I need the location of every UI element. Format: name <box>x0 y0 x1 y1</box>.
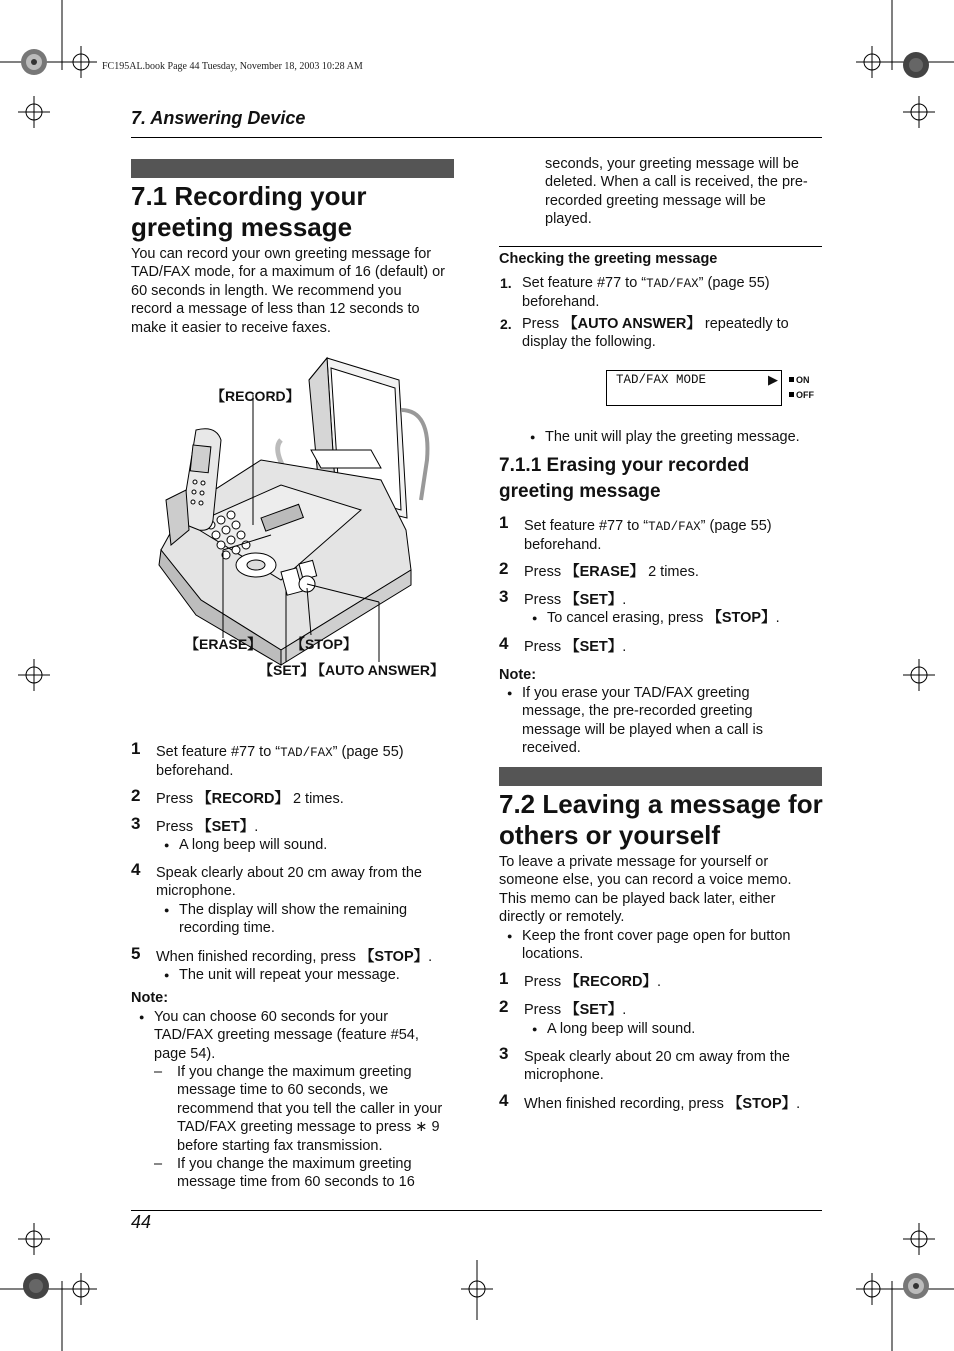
step-item: 4 Press 【SET】. <box>499 634 627 655</box>
continued-paragraph: seconds, your greeting message will be deleted. When a call is received, the pre- recorded greeting message will be played. <box>545 156 808 228</box>
intro-paragraph: You can record your own greeting message for TAD/FAX mode, for a maximum of 16 (default) or 60 seconds in length. We recommend you record a message of less than 12 seconds to make it easier to receive faxes. <box>131 246 446 336</box>
print-line: FC195AL.book Page 44 Tuesday, November 18, 2003 10:28 AM <box>102 61 363 72</box>
section-bar <box>131 159 454 178</box>
heading-7-1-1: 7.1.1 Erasing your recorded greeting message <box>499 455 750 502</box>
off-indicator: OFF <box>789 390 814 400</box>
note-label: Note: <box>131 990 169 1006</box>
step-item: 3 Press 【SET】. <box>131 814 259 835</box>
display-box <box>606 370 782 406</box>
note-label: Note: <box>499 667 537 683</box>
step-item: 1. Set feature #77 to “TAD/FAX” (page 55) beforehand. <box>500 275 770 311</box>
note-bullet: ● You can choose 60 seconds for your TAD/FAX greeting message (feature #54, page 54). <box>154 1008 419 1063</box>
set-callout: 【SET】 <box>259 662 315 678</box>
footer-rule <box>131 1210 822 1211</box>
record-callout: 【RECORD】 <box>211 388 300 404</box>
step-item: 1 Set feature #77 to “TAD/FAX” (page 55) beforehand. <box>131 739 404 780</box>
starburst-icon <box>903 1273 929 1299</box>
step-item: 4 When finished recording, press 【STOP】. <box>499 1091 801 1112</box>
starburst-icon <box>23 1273 49 1299</box>
bullet-item: ● Keep the front cover page open for button locations. <box>522 927 790 964</box>
step-item: 2 Press 【SET】. <box>499 997 627 1018</box>
section-bar <box>499 767 822 786</box>
crosshair-icon <box>65 46 97 78</box>
note-dash-item: – If you change the maximum greeting message time to 60 seconds, we recommend that you tell the caller in your TAD/FAX greeting message to press ∗ 9 before starting fax transmission. <box>154 1064 443 1154</box>
heading-7-2: 7.2 Leaving a message for others or yourself <box>499 789 823 850</box>
checking-title: Checking the greeting message <box>499 251 718 267</box>
bullet-item: ● A long beep will sound. <box>547 1020 695 1038</box>
crosshair-icon <box>18 1223 50 1255</box>
bullet-item: ● A long beep will sound. <box>179 836 327 854</box>
crosshair-icon <box>18 659 50 691</box>
crosshair-icon <box>18 96 50 128</box>
intro-paragraph: To leave a private message for yourself or someone else, you can record a voice memo. This memo can be played back later, either directly or remotely. <box>499 854 792 926</box>
page-number: 44 <box>131 1212 152 1232</box>
heading-7-1: 7.1 Recording your greeting message <box>131 181 367 242</box>
crosshair-icon <box>903 659 935 691</box>
auto-answer-callout: 【AUTO ANSWER】 <box>311 662 444 678</box>
step-item: 4 Speak clearly about 20 cm away from the microphone. <box>131 860 422 900</box>
step-item: 5 When finished recording, press 【STOP】. <box>131 944 433 965</box>
bullet-item: ● The unit will play the greeting message. <box>545 428 800 446</box>
step-item: 2. Press 【AUTO ANSWER】 repeatedly to display the following. <box>500 316 789 351</box>
bullet-item: ● The display will show the remaining recording time. <box>179 901 407 938</box>
header-rule <box>131 137 822 138</box>
on-indicator: ON <box>789 375 810 385</box>
crosshair-icon <box>856 46 888 78</box>
step-item: 2 Press 【RECORD】 2 times. <box>131 786 344 807</box>
note-dash-item: – If you change the maximum greeting message time from 60 seconds to 16 <box>154 1156 415 1191</box>
erase-callout: 【ERASE】 <box>185 636 262 652</box>
stop-callout: 【STOP】 <box>291 636 357 652</box>
starburst-icon <box>903 52 929 78</box>
note-bullet: ● If you erase your TAD/FAX greeting message, the pre-recorded greeting message will be played when a call is received. <box>522 684 763 758</box>
step-item: 1 Press 【RECORD】. <box>499 969 661 990</box>
crosshair-icon <box>903 96 935 128</box>
step-item: 2 Press 【ERASE】 2 times. <box>499 559 699 580</box>
crosshair-icon <box>65 1273 97 1305</box>
bullet-item: ● The unit will repeat your message. <box>179 966 400 984</box>
subsection-rule <box>499 246 822 247</box>
step-item: 3 Speak clearly about 20 cm away from the microphone. <box>499 1044 790 1084</box>
bullet-item: ● To cancel erasing, press 【STOP】. <box>547 609 780 627</box>
crosshair-icon <box>903 1223 935 1255</box>
display-text: TAD/FAX MODE <box>616 373 707 387</box>
play-arrow-icon: ▶ <box>768 372 778 387</box>
section-title: 7. Answering Device <box>131 108 306 128</box>
step-item: 3 Press 【SET】. <box>499 587 627 608</box>
crosshair-icon <box>856 1273 888 1305</box>
step-item: 1 Set feature #77 to “TAD/FAX” (page 55) beforehand. <box>499 513 772 554</box>
starburst-icon <box>21 49 47 75</box>
